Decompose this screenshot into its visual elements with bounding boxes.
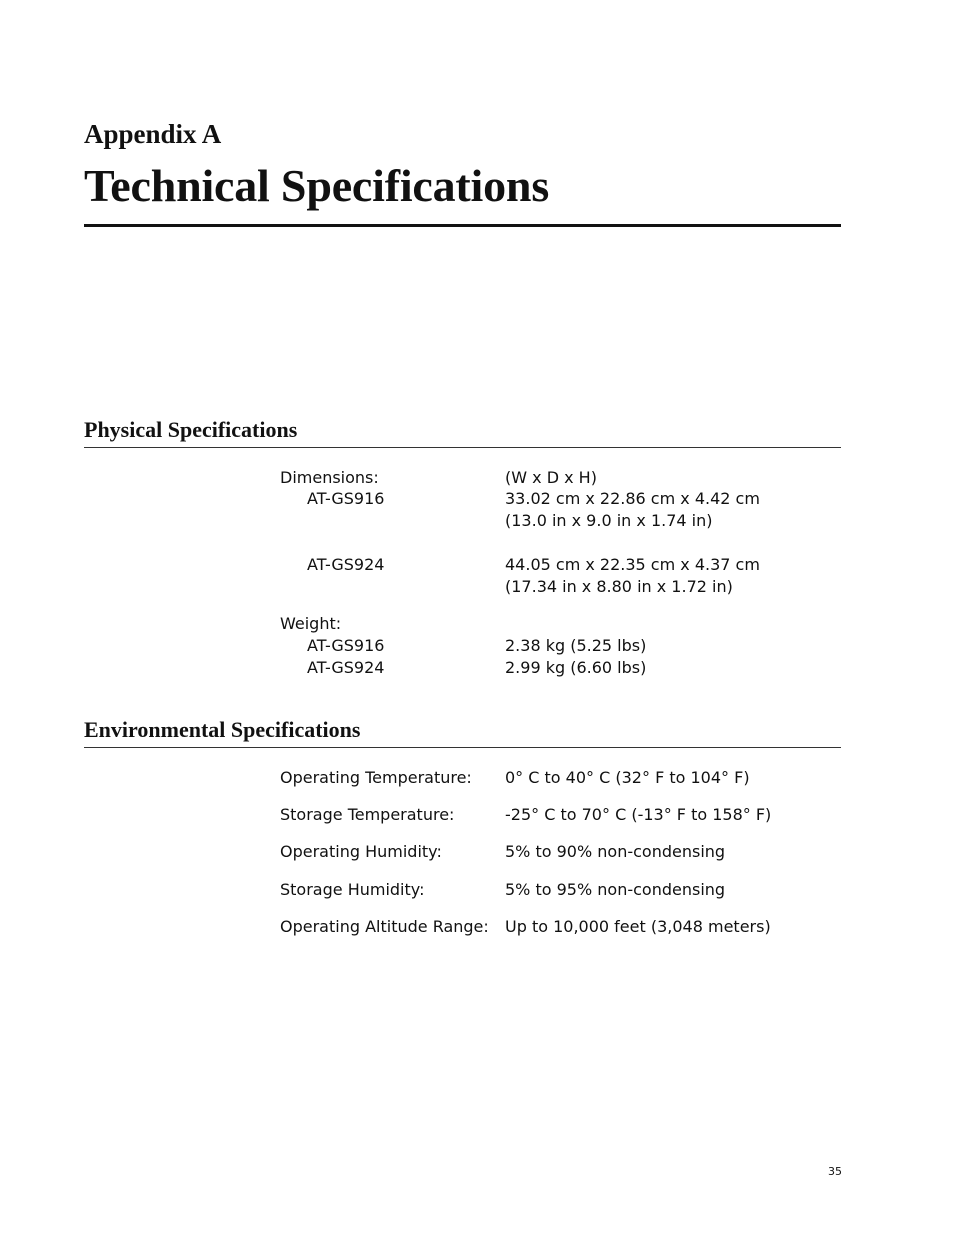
gs924-weight-label: AT-GS924	[307, 658, 385, 677]
env-row-label: Storage Humidity:	[280, 880, 425, 899]
environmental-specs-heading: Environmental Specifications	[84, 717, 361, 742]
environmental-specs-rule	[84, 747, 841, 748]
gs916-dimensions-label: AT-GS916	[307, 489, 385, 508]
gs924-dimensions-metric: 44.05 cm x 22.35 cm x 4.37 cm	[505, 555, 760, 574]
gs924-dimensions-label: AT-GS924	[307, 555, 385, 574]
dimensions-label: Dimensions:	[280, 468, 379, 487]
chapter-title: Technical Specifications	[84, 160, 550, 211]
gs916-weight-value: 2.38 kg (5.25 lbs)	[505, 636, 647, 655]
env-row-label: Storage Temperature:	[280, 805, 455, 824]
physical-specs-heading: Physical Specifications	[84, 417, 298, 442]
env-row-label: Operating Altitude Range:	[280, 917, 489, 936]
env-row-value: 0° C to 40° C (32° F to 104° F)	[505, 768, 750, 787]
env-row-value: 5% to 90% non-condensing	[505, 842, 726, 861]
env-row-value: -25° C to 70° C (-13° F to 158° F)	[505, 805, 772, 824]
env-row-label: Operating Humidity:	[280, 842, 442, 861]
title-rule	[84, 224, 841, 227]
env-row-label: Operating Temperature:	[280, 768, 472, 787]
weight-label: Weight:	[280, 614, 342, 633]
gs916-dimensions-imperial: (13.0 in x 9.0 in x 1.74 in)	[505, 511, 713, 530]
gs916-dimensions-metric: 33.02 cm x 22.86 cm x 4.42 cm	[505, 489, 760, 508]
page-number: 35	[828, 1165, 842, 1178]
gs924-weight-value: 2.99 kg (6.60 lbs)	[505, 658, 647, 677]
appendix-label: Appendix A	[84, 119, 222, 149]
env-row-value: 5% to 95% non-condensing	[505, 880, 726, 899]
dimensions-note: (W x D x H)	[505, 468, 597, 487]
env-row-value: Up to 10,000 feet (3,048 meters)	[505, 917, 771, 936]
gs924-dimensions-imperial: (17.34 in x 8.80 in x 1.72 in)	[505, 577, 733, 596]
physical-specs-rule	[84, 447, 841, 448]
gs916-weight-label: AT-GS916	[307, 636, 385, 655]
